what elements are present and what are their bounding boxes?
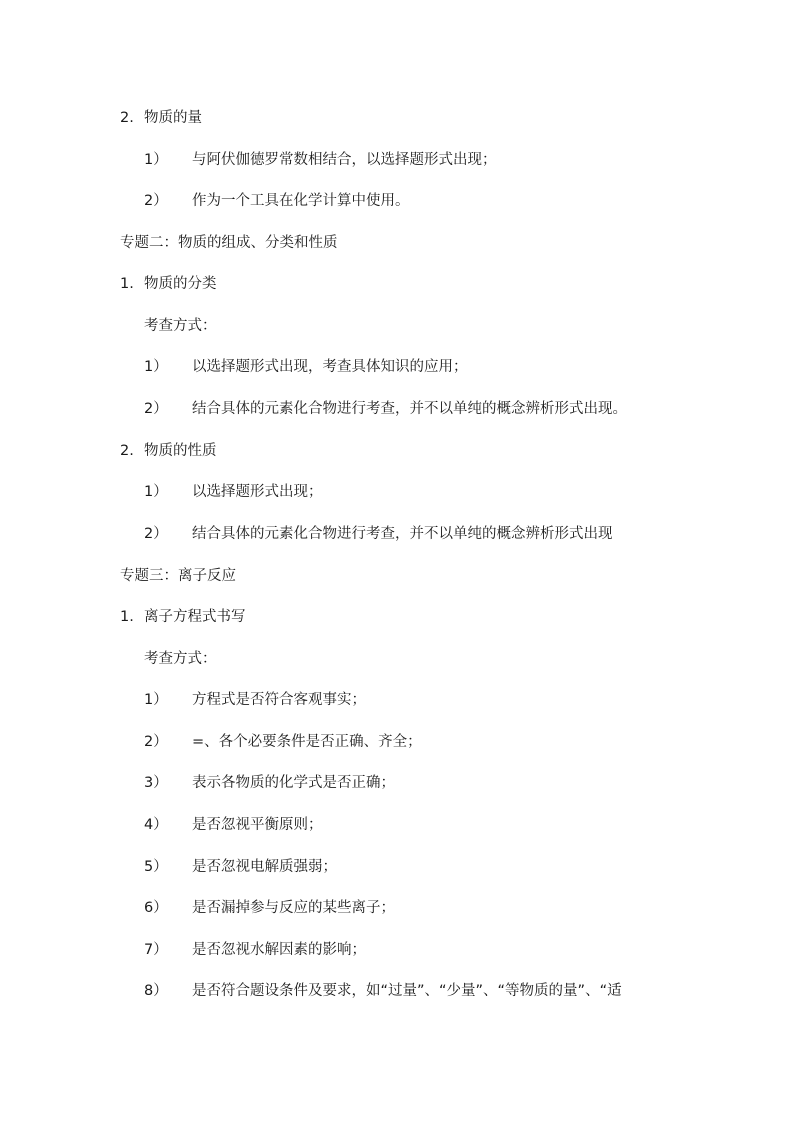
sub-item-text: 与阿伏伽德罗常数相结合，以选择题形式出现； (192, 152, 497, 168)
section-heading: 物质的分类 (144, 276, 217, 292)
sub-item-number: 3） (144, 775, 168, 791)
sub-item-number: 1） (144, 359, 168, 375)
section-heading: 物质的量 (144, 110, 202, 126)
sub-item-number: 1） (144, 484, 168, 500)
sub-item-text: 作为一个工具在化学计算中使用。 (192, 193, 410, 209)
sub-item-text: 是否忽视电解质强弱； (192, 859, 337, 875)
list-number: 2. (120, 110, 134, 126)
method-label: 考查方式： (144, 318, 217, 334)
sub-item-text: 以选择题形式出现，考查具体知识的应用； (192, 359, 468, 375)
sub-item-number: 1） (144, 692, 168, 708)
topic-title: 专题三：离子反应 (120, 568, 236, 584)
sub-item-text: 是否忽视平衡原则； (192, 817, 323, 833)
sub-item-text: 方程式是否符合客观事实； (192, 692, 366, 708)
sub-item-number: 1） (144, 152, 168, 168)
sub-item-text: =、各个必要条件是否正确、齐全； (192, 734, 422, 750)
sub-item-number: 2） (144, 401, 168, 417)
sub-item-text: 是否忽视水解因素的影响； (192, 942, 366, 958)
sub-item-text: 以选择题形式出现； (192, 484, 323, 500)
sub-item-number: 7） (144, 942, 168, 958)
list-number: 1. (120, 276, 134, 292)
sub-item-number: 2） (144, 526, 168, 542)
sub-item-number: 4） (144, 817, 168, 833)
sub-item-text: 是否符合题设条件及要求，如“过量”、“少量”、“等物质的量”、“适 (192, 983, 622, 999)
topic-title: 专题二：物质的组成、分类和性质 (120, 235, 338, 251)
sub-item-text: 是否漏掉参与反应的某些离子； (192, 900, 395, 916)
list-number: 2. (120, 443, 134, 459)
sub-item-number: 6） (144, 900, 168, 916)
sub-item-number: 8） (144, 983, 168, 999)
sub-item-number: 5） (144, 859, 168, 875)
sub-item-number: 2） (144, 734, 168, 750)
method-label: 考查方式： (144, 651, 217, 667)
list-number: 1. (120, 609, 134, 625)
sub-item-text: 表示各物质的化学式是否正确； (192, 775, 395, 791)
sub-item-number: 2） (144, 193, 168, 209)
sub-item-text: 结合具体的元素化合物进行考查，并不以单纯的概念辨析形式出现。 (192, 401, 627, 417)
section-heading: 离子方程式书写 (144, 609, 246, 625)
section-heading: 物质的性质 (144, 443, 217, 459)
sub-item-text: 结合具体的元素化合物进行考查，并不以单纯的概念辨析形式出现 (192, 526, 613, 542)
